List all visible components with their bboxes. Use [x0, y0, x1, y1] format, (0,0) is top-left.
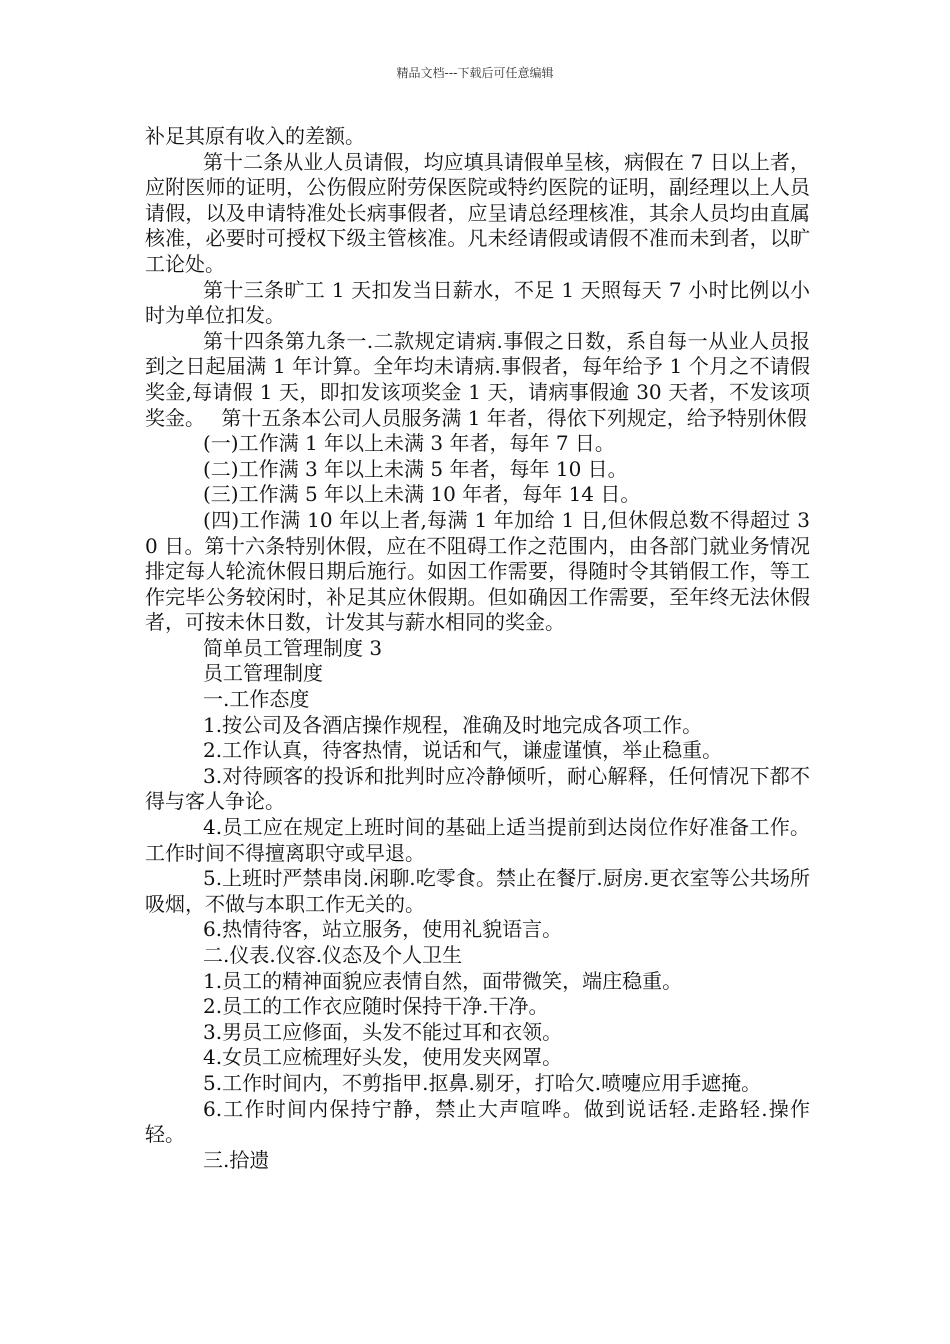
section-heading: 员工管理制度: [203, 661, 323, 686]
section-heading: 二.仪表.仪容.仪态及个人卫生: [203, 943, 463, 967]
list-item: 3.男员工应修面，头发不能过耳和衣领。: [203, 1019, 563, 1044]
paragraph: 第十二条从业人员请假，均应填具请假单呈核，病假在 7 日以上者，应附医师的证明，公伤假应附劳保医院或特约医院的证明，副经理以上人员请假，以及申请特准处长病事假者，应呈请总经理核准，其余人员均由直属核准，必要时可授权下级主管核准。凡未经请假或请假不准而未到者，以旷工论处。: [145, 149, 810, 276]
list-item: 4.女员工应梳理好头发，使用发夹网罩。: [203, 1045, 563, 1070]
paragraph: (一)工作满 1 年以上未满 3 年者，每年 7 日。: [203, 431, 615, 456]
paragraph: (四)工作满 10 年以上者,每满 1 年加给 1 日,但休假总数不得超过 30 日。第十六条特别休假，应在不阻碍工作之范围内，由各部门就业务情况排定每人轮流休假日期后施行。如因工作需要，得随时令其销假工作，等工作完毕公务较闲时，补足其应休假期。但如确因工作需要，至年终无法休假者，可按未休日数，计发其与薪水相同的奖金。: [145, 507, 810, 635]
page-header: 精品文档---下载后可任意编辑: [396, 66, 554, 80]
section-heading: 简单员工管理制度 3: [203, 635, 383, 660]
list-item: 1.员工的精神面貌应表情自然，面带微笑，端庄稳重。: [203, 968, 683, 993]
paragraph: 第十三条旷工 1 天扣发当日薪水，不足 1 天照每天 7 小时比例以小时为单位扣发。: [145, 277, 810, 328]
paragraph: (二)工作满 3 年以上未满 5 年者，每年 10 日。: [203, 456, 628, 481]
list-item: 2.员工的工作衣应随时保持干净.干净。: [203, 994, 549, 1019]
paragraph: 补足其原有收入的差额。: [145, 124, 365, 148]
list-item: 3.对待顾客的投诉和批判时应冷静倾听，耐心解释，任何情况下都不得与客人争论。: [145, 763, 810, 814]
paragraph: (三)工作满 5 年以上未满 10 年者，每年 14 日。: [203, 482, 641, 507]
list-item: 4.员工应在规定上班时间的基础上适当提前到达岗位作好准备工作。工作时间不得擅离职守或早退。: [145, 815, 810, 865]
section-heading: 一.工作态度: [203, 687, 310, 712]
document-body: [145, 124, 810, 1173]
list-item: 5.工作时间内，不剪指甲.抠鼻.剔牙，打哈欠.喷嚏应用手遮掩。: [203, 1070, 762, 1095]
list-item: 5.上班时严禁串岗.闲聊.吃零食。禁止在餐厅.厨房.更衣室等公共场所吸烟，不做与本职工作无关的。: [145, 866, 810, 916]
list-item: 6.热情待客，站立服务，使用礼貌语言。: [203, 917, 563, 942]
list-item: 2.工作认真，待客热情，说话和气，谦虚谨慎，举止稳重。: [203, 738, 723, 763]
paragraph: 第十四条第九条一.二款规定请病.事假之日数，系自每一从业人员报到之日起届满 1 年计算。全年均未请病.事假者，每年给予 1 个月之不请假奖金,每请假 1 天，即扣发该项奖金 1 天，请病事假逾 30 天者，不发该项奖金。 第十五条本公司人员服务满 1 年者，得依下列规定，给予特别休假: [145, 328, 810, 430]
list-item: 6.工作时间内保持宁静，禁止大声喧哗。做到说话轻.走路轻.操作轻。: [145, 1096, 810, 1147]
list-item: 1.按公司及各酒店操作规程，准确及时地完成各项工作。: [203, 712, 703, 737]
section-heading: 三.拾遗: [203, 1147, 270, 1172]
